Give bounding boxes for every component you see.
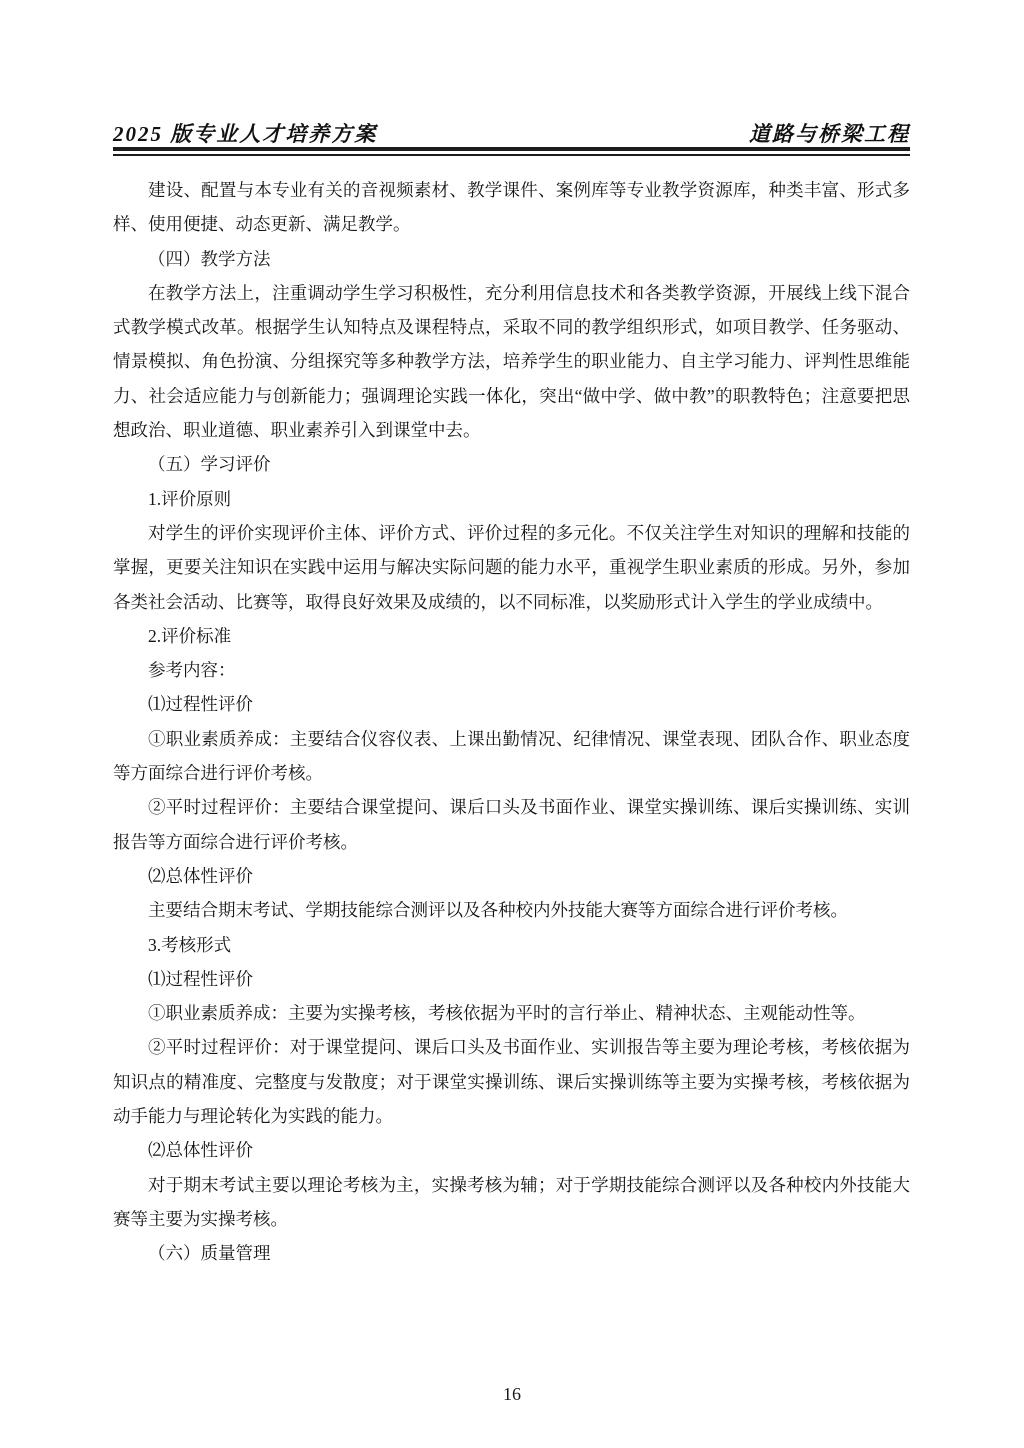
document-body [113,173,910,1271]
paragraph: 对学生的评价实现评价主体、评价方式、评价过程的多元化。不仅关注学生对知识的理解和技能的掌握，更要关注知识在实践中运用与解决实际问题的能力水平，重视学生职业素质的形成。另外，参加各类社会活动、比赛等，取得良好效果及成绩的，以不同标准，以奖励形式计入学生的学业成绩中。 [113,522,910,612]
page-header [113,118,910,148]
paragraph: 建设、配置与本专业有关的音视频素材、教学课件、案例库等专业教学资源库，种类丰富、形式多样、使用便捷、动态更新、满足教学。 [113,180,910,235]
header-left-title: 2025 版专业人才培养方案 [113,122,378,146]
paragraph: （四）教学方法 [148,248,271,269]
paragraph: 3.考核形式 [148,934,232,955]
paragraph: 2.评价标准 [148,625,232,646]
page-number: 16 [503,1384,521,1404]
header-divider-rule [113,147,910,156]
header-right-title: 道路与桥梁工程 [749,122,910,146]
paragraph: 在教学方法上，注重调动学生学习积极性，充分利用信息技术和各类教学资源，开展线上线下混合式教学模式改革。根据学生认知特点及课程特点，采取不同的教学组织形式，如项目教学、任务驱动、情景模拟、角色扮演、分组探究等多种教学方法，培养学生的职业能力、自主学习能力、评判性思维能力、社会适应能力与创新能力；强调理论实践一体化，突出“做中学、做中教”的职教特色；注意要把思想政治、职业道德、职业素养引入到课堂中去。 [113,282,910,441]
paragraph: ②平时过程评价：对于课堂提问、课后口头及书面作业、实训报告等主要为理论考核，考核依据为知识点的精准度、完整度与发散度；对于课堂实操训练、课后实操训练等主要为实操考核，考核依据为动手能力与理论转化为实践的能力。 [113,1037,910,1127]
paragraph: ②平时过程评价：主要结合课堂提问、课后口头及书面作业、课堂实操训练、课后实操训练、实训报告等方面综合进行评价考核。 [113,797,910,852]
paragraph: （五）学习评价 [148,454,271,475]
paragraph: ①职业素质养成：主要为实操考核，考核依据为平时的言行举止、精神状态、主观能动性等。 [148,1003,866,1024]
paragraph: 主要结合期末考试、学期技能综合测评以及各种校内外技能大赛等方面综合进行评价考核。 [148,900,848,921]
paragraph: 参考内容： [148,660,236,681]
paragraph: 1.评价原则 [148,488,232,509]
paragraph: ⑴过程性评价 [148,968,253,989]
paragraph: 对于期末考试主要以理论考核为主，实操考核为辅；对于学期技能综合测评以及各种校内外技能大赛等主要为实操考核。 [113,1174,910,1229]
page-footer [0,1384,1024,1405]
paragraph: ⑵总体性评价 [148,865,253,886]
paragraph: ①职业素质养成：主要结合仪容仪表、上课出勤情况、纪律情况、课堂表现、团队合作、职业态度等方面综合进行评价考核。 [113,728,910,784]
paragraph: ⑵总体性评价 [148,1140,253,1161]
paragraph: ⑴过程性评价 [148,694,253,715]
paragraph: （六）质量管理 [148,1243,271,1264]
